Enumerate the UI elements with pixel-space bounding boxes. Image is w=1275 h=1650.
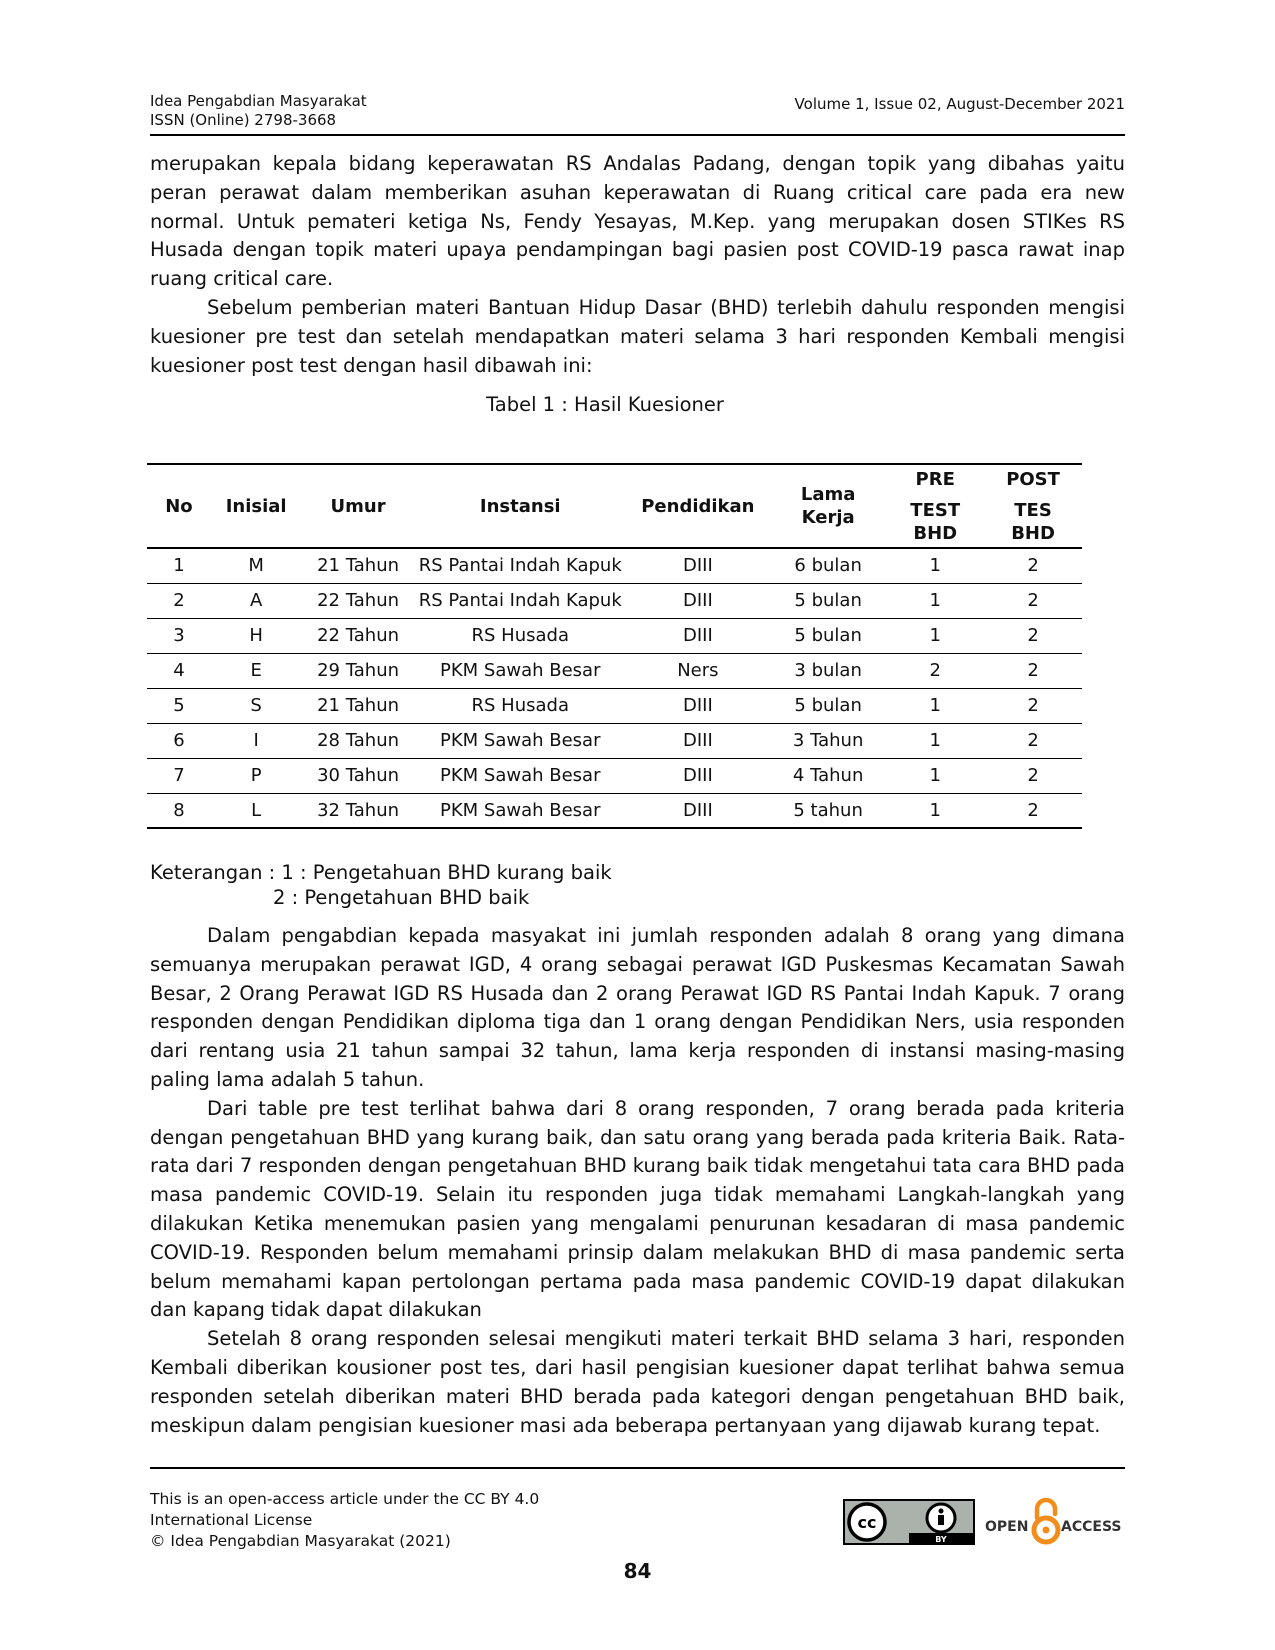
paragraph: Setelah 8 orang responden selesai mengikuti materi terkait BHD selama 3 hari, responden Kembali diberikan kousioner post tes, dari hasil pengisian kuesioner dapat terlihat bahwa semua responden setelah diberikan materi BHD berada pada kategori dengan pengetahuan BHD baik, meskipun dalam pengisian kuesioner masi ada beberapa pertanyaan yang dijawab kurang tepat.: [150, 1327, 1125, 1437]
cell-post-test: 2: [1027, 730, 1039, 751]
footer-rule: [150, 1467, 1125, 1469]
table-row: [147, 653, 1082, 688]
cell-pre-test: 1: [929, 590, 941, 611]
cell-pre-test: 1: [929, 695, 941, 716]
cell-pre-test: 1: [929, 799, 941, 821]
cell-post-test: 2: [1027, 695, 1039, 716]
header-pre-line1: PRE: [915, 468, 955, 490]
license-line-1: This is an open-access article under the CC BY 4.0: [150, 1490, 540, 1508]
cell-pre-test: 1: [929, 765, 941, 786]
cc-by-label: BY: [935, 1535, 947, 1544]
body-text-top: [150, 150, 1125, 380]
paragraph: Dari table pre test terlihat bahwa dari 8 orang responden, 7 orang berada pada kriteria dengan pengetahuan BHD yang kurang baik, dan satu orang yang berada pada kriteria Baik. Rata-rata dari 7 responden dengan pengetahuan BHD kurang baik tidak mengetahui tata cara BHD pada masa pandemic COVID-19. Selain itu responden juga tidak memahami Langkah-langkah yang dilakukan Ketika menemukan pasien yang mengalami penurunan kesadaran di masa pandemic COVID-19. Responden belum memahami prinsip dalam melakukan BHD di masa pandemic serta belum memahami kapan pertolongan pertama pada masa pandemic COVID-19 dapat dilakukan dan kapang tidak dapat dilakukan: [150, 1096, 1125, 1322]
cell-umur: 29 Tahun: [317, 660, 400, 681]
cell-inisial: E: [250, 660, 262, 681]
cell-inisial: M: [248, 555, 264, 577]
cell-umur: 32 Tahun: [317, 799, 400, 821]
table-row: [147, 583, 1082, 618]
license-notice: [150, 1489, 539, 1552]
cell-no: 5: [173, 695, 185, 716]
table-caption: Tabel 1 : Hasil Kuesioner: [486, 393, 724, 416]
header-pre-line2: TEST: [910, 499, 961, 521]
cell-post-test: 2: [1027, 765, 1039, 786]
cell-inisial: S: [250, 695, 262, 716]
cell-pendidikan: DIII: [682, 625, 713, 646]
body-text-bottom: [150, 922, 1125, 1440]
cell-no: 2: [173, 590, 185, 611]
cell-pre-test: 1: [929, 555, 941, 577]
cell-instansi: RS Pantai Indah Kapuk: [418, 555, 622, 577]
results-table: [147, 463, 1082, 829]
header-post-line3: BHD: [1011, 522, 1055, 544]
cell-umur: 21 Tahun: [317, 555, 400, 577]
legend-line-2: 2 : Pengetahuan BHD baik: [273, 886, 530, 909]
cell-lama-kerja: 5 bulan: [794, 590, 862, 611]
cell-instansi: PKM Sawah Besar: [440, 799, 601, 821]
cell-no: 1: [173, 555, 185, 577]
open-access-logo-icon: [985, 1496, 1125, 1548]
journal-volume: Volume 1, Issue 02, August-December 2021: [794, 95, 1125, 113]
access-label: ACCESS: [1061, 1519, 1122, 1535]
header-post-test: [984, 464, 1082, 548]
cell-pendidikan: DIII: [682, 799, 713, 821]
cell-inisial: L: [251, 799, 262, 821]
journal-name: Idea Pengabdian Masyarakat: [150, 92, 367, 110]
cell-lama-kerja: 5 bulan: [794, 695, 862, 716]
cell-lama-kerja: 3 bulan: [794, 660, 862, 681]
table-row: [147, 548, 1082, 583]
cell-umur: 30 Tahun: [317, 765, 400, 786]
cell-inisial: P: [250, 765, 262, 786]
open-label: OPEN: [985, 1519, 1029, 1535]
cell-umur: 21 Tahun: [317, 695, 400, 716]
header-pre-line3: BHD: [913, 522, 958, 544]
paragraph: Sebelum pemberian materi Bantuan Hidup Dasar (BHD) terlebih dahulu responden mengisi kuesioner pre test dan setelah mendapatkan materi selama 3 hari responden Kembali mengisi kuesioner post test dengan hasil dibawah ini:: [150, 295, 1125, 377]
legend-line-1: Keterangan : 1 : Pengetahuan BHD kurang baik: [150, 861, 612, 884]
page-number: 84: [623, 1559, 652, 1583]
cell-pendidikan: DIII: [682, 555, 713, 577]
cell-instansi: PKM Sawah Besar: [440, 730, 601, 751]
table-legend: [150, 860, 612, 910]
cell-no: 6: [173, 730, 185, 751]
cell-instansi: RS Pantai Indah Kapuk: [418, 590, 622, 611]
cell-post-test: 2: [1027, 590, 1039, 611]
cell-no: 8: [173, 799, 185, 821]
cell-no: 7: [173, 765, 185, 786]
cell-pre-test: 1: [929, 730, 941, 751]
cell-umur: 28 Tahun: [317, 730, 400, 751]
header-lama-kerja-line2: Kerja: [801, 507, 855, 528]
header-lama-kerja-line1: Lama: [800, 484, 856, 505]
journal-header: [150, 92, 367, 130]
cell-instansi: PKM Sawah Besar: [440, 660, 601, 681]
cell-pendidikan: DIII: [682, 765, 713, 786]
cell-post-test: 2: [1027, 625, 1039, 646]
cell-no: 4: [173, 660, 185, 681]
header-rule: [150, 134, 1125, 136]
journal-issn: ISSN (Online) 2798-3668: [150, 111, 337, 129]
header-inisial: Inisial: [225, 495, 287, 517]
cell-instansi: RS Husada: [471, 695, 569, 716]
license-line-2: International License: [150, 1511, 313, 1529]
cell-inisial: A: [249, 590, 263, 611]
cell-post-test: 2: [1027, 799, 1039, 821]
cell-lama-kerja: 4 Tahun: [792, 765, 864, 786]
header-pendidikan: Pendidikan: [641, 495, 755, 517]
table-row: [147, 793, 1082, 828]
cell-post-test: 2: [1027, 555, 1039, 577]
header-pre-test: [886, 464, 984, 548]
cell-lama-kerja: 5 bulan: [794, 625, 862, 646]
copyright-line: © Idea Pengabdian Masyarakat (2021): [150, 1532, 451, 1550]
header-instansi: Instansi: [479, 495, 561, 517]
cell-inisial: H: [249, 625, 263, 646]
header-post-line2: TES: [1014, 499, 1052, 521]
header-lama-kerja: [770, 464, 886, 548]
table-row: [147, 618, 1082, 653]
table-row: [147, 688, 1082, 723]
cell-pre-test: 1: [929, 625, 941, 646]
table-row: [147, 723, 1082, 758]
cell-pendidikan: DIII: [682, 695, 713, 716]
cell-instansi: PKM Sawah Besar: [440, 765, 601, 786]
table-header-row: [147, 464, 1082, 548]
paragraph: merupakan kepala bidang keperawatan RS Andalas Padang, dengan topik yang dibahas yaitu peran perawat dalam memberikan asuhan keperawatan di Ruang critical care pada era new normal. Untuk pemateri ketiga Ns, Fendy Yesayas, M.Kep. yang merupakan dosen STIKes RS Husada dengan topik materi upaya pendampingan bagi pasien post COVID-19 pasca rawat inap ruang critical care.: [150, 152, 1125, 291]
cell-no: 3: [173, 625, 185, 646]
cell-instansi: RS Husada: [471, 625, 569, 646]
cell-post-test: 2: [1027, 660, 1039, 681]
header-post-line1: POST: [1006, 468, 1060, 490]
table-body: [147, 548, 1082, 828]
table-row: [147, 758, 1082, 793]
cell-pre-test: 2: [929, 660, 941, 681]
cell-pendidikan: DIII: [682, 590, 713, 611]
cell-pendidikan: Ners: [677, 660, 719, 681]
svg-text:cc: cc: [857, 1513, 877, 1532]
paragraph: Dalam pengabdian kepada masyakat ini jumlah responden adalah 8 orang yang dimana semuanya merupakan perawat IGD, 4 orang sebagai perawat IGD Puskesmas Kecamatan Sawah Besar, 2 Orang Perawat IGD RS Husada dan 2 orang Perawat IGD RS Pantai Indah Kapuk. 7 orang responden dengan Pendidikan diploma tiga dan 1 orang dengan Pendidikan Ners, usia responden dari rentang usia 21 tahun sampai 32 tahun, lama kerja responden di instansi masing-masing paling lama adalah 5 tahun.: [150, 924, 1125, 1091]
cell-inisial: I: [253, 730, 259, 751]
cell-pendidikan: DIII: [682, 730, 713, 751]
cell-umur: 22 Tahun: [317, 625, 400, 646]
cc-by-badge-icon: [843, 1499, 975, 1545]
header-umur: Umur: [330, 495, 386, 517]
header-no: No: [165, 495, 193, 517]
cell-lama-kerja: 6 bulan: [794, 555, 862, 577]
cell-lama-kerja: 3 Tahun: [792, 730, 864, 751]
cell-lama-kerja: 5 tahun: [793, 799, 863, 821]
cell-umur: 22 Tahun: [317, 590, 400, 611]
